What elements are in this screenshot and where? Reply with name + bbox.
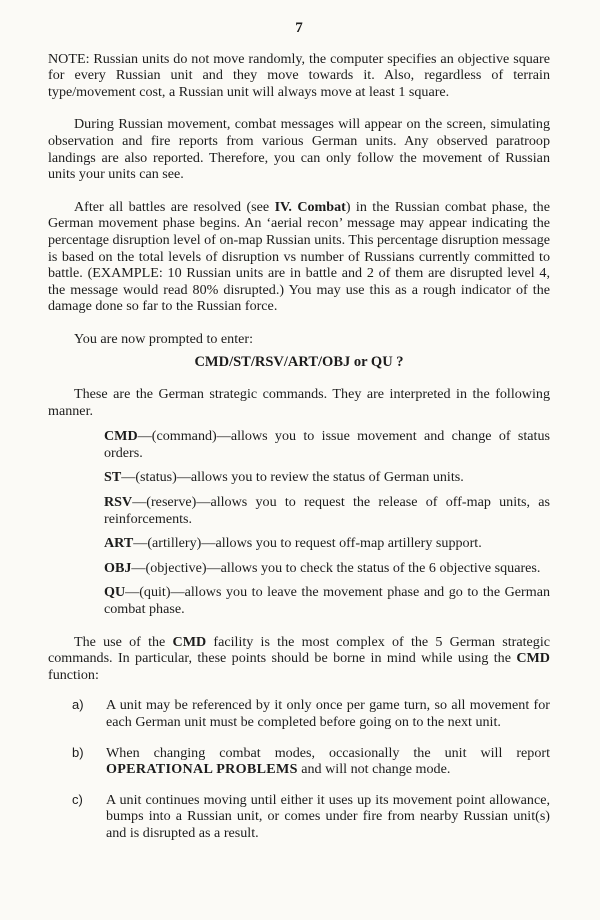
strategic-intro: These are the German strategic commands. They are interpreted in the following manner. bbox=[48, 386, 550, 419]
movement-paragraph: During Russian movement, combat messages will appear on the screen, simulating observation and fire reports from various German units. Any observed paratroop landings are also reported. Therefore, you can only follow the movement of Russian units your units can see. bbox=[48, 116, 550, 183]
command-item-qu bbox=[104, 584, 550, 617]
cmd-text-1: The use of the bbox=[74, 633, 173, 650]
command-item-art bbox=[104, 535, 550, 552]
command-desc: —(status)—allows you to review the status of German units. bbox=[121, 469, 464, 486]
point-label: a) bbox=[72, 697, 84, 713]
command-list bbox=[104, 428, 550, 617]
point-text: A unit may be referenced by it only once per game turn, so all movement for each German unit must be completed before going on to the next unit. bbox=[106, 697, 550, 730]
battles-text-after: ) in the Russian combat phase, the German movement phase begins. An ‘aerial recon’ message may appear indicating the percentage disruption level of on-map Russian units. This percentage disruption message is based on the total levels of disruption vs number of Russians currently committed to battle. (EXAMPLE: 10 Russian units are in battle and 2 of them are disrupted level 4, the message would read 80% disrupted.) You may use this as a rough indicator of the damage done so far to the Russian force. bbox=[48, 198, 550, 315]
manual-page bbox=[48, 20, 550, 856]
note-paragraph: NOTE: Russian units do not move randomly, the computer specifies an objective square for every Russian unit and they move towards it. Also, regardless of terrain type/movement cost, a Russian unit will always move at least 1 square. bbox=[48, 50, 550, 100]
point-item-b bbox=[72, 745, 550, 778]
point-item-c bbox=[72, 792, 550, 842]
command-code: OBJ bbox=[104, 559, 132, 576]
point-item-a bbox=[72, 697, 550, 730]
point-text: A unit continues moving until either it uses up its movement point allowance, bumps into a Russian unit, or comes under fire from nearby Russian unit(s) and is disrupted as a result. bbox=[106, 791, 550, 841]
point-text-before: When changing combat modes, occasionally the unit will report bbox=[106, 744, 550, 761]
cmd-term-1: CMD bbox=[172, 633, 207, 650]
point-label: c) bbox=[72, 791, 83, 807]
command-item-rsv bbox=[104, 494, 550, 527]
command-desc: —(reserve)—allows you to request the release of off-map units, as reinforcements. bbox=[104, 494, 550, 527]
combat-section-reference: IV. Combat bbox=[274, 198, 346, 215]
command-code: ART bbox=[104, 535, 134, 552]
page-number: 7 bbox=[295, 20, 303, 36]
command-item-obj bbox=[104, 560, 550, 577]
cmd-facility-paragraph bbox=[48, 634, 550, 684]
command-code: CMD bbox=[104, 428, 138, 445]
command-code: QU bbox=[104, 584, 126, 601]
prompt-intro: You are now prompted to enter: bbox=[74, 330, 254, 347]
point-text-after: and will not change mode. bbox=[297, 761, 451, 778]
cmd-text-2: facility is the most complex of the 5 German strategic commands. In particular, these points should be borne in mind while using the bbox=[48, 633, 550, 667]
operational-problems-term: OPERATIONAL PROBLEMS bbox=[106, 761, 298, 778]
command-item-cmd bbox=[104, 428, 550, 461]
prompt-command: CMD/ST/RSV/ART/OBJ or QU ? bbox=[194, 353, 404, 370]
point-label: b) bbox=[72, 744, 84, 760]
command-desc: —(artillery)—allows you to request off-map artillery support. bbox=[133, 535, 482, 552]
battles-text-before: After all battles are resolved (see bbox=[74, 198, 275, 215]
cmd-text-3: function: bbox=[48, 666, 99, 683]
command-desc: —(command)—allows you to issue movement and change of status orders. bbox=[104, 428, 550, 461]
battles-paragraph bbox=[48, 199, 550, 315]
command-desc: —(objective)—allows you to check the status of the 6 objective squares. bbox=[131, 559, 541, 576]
command-code: RSV bbox=[104, 494, 133, 511]
command-item-st bbox=[104, 469, 550, 486]
command-desc: —(quit)—allows you to leave the movement phase and go to the German combat phase. bbox=[104, 584, 550, 618]
cmd-term-2: CMD bbox=[516, 650, 550, 667]
command-code: ST bbox=[104, 469, 122, 486]
cmd-points-list bbox=[72, 697, 550, 841]
